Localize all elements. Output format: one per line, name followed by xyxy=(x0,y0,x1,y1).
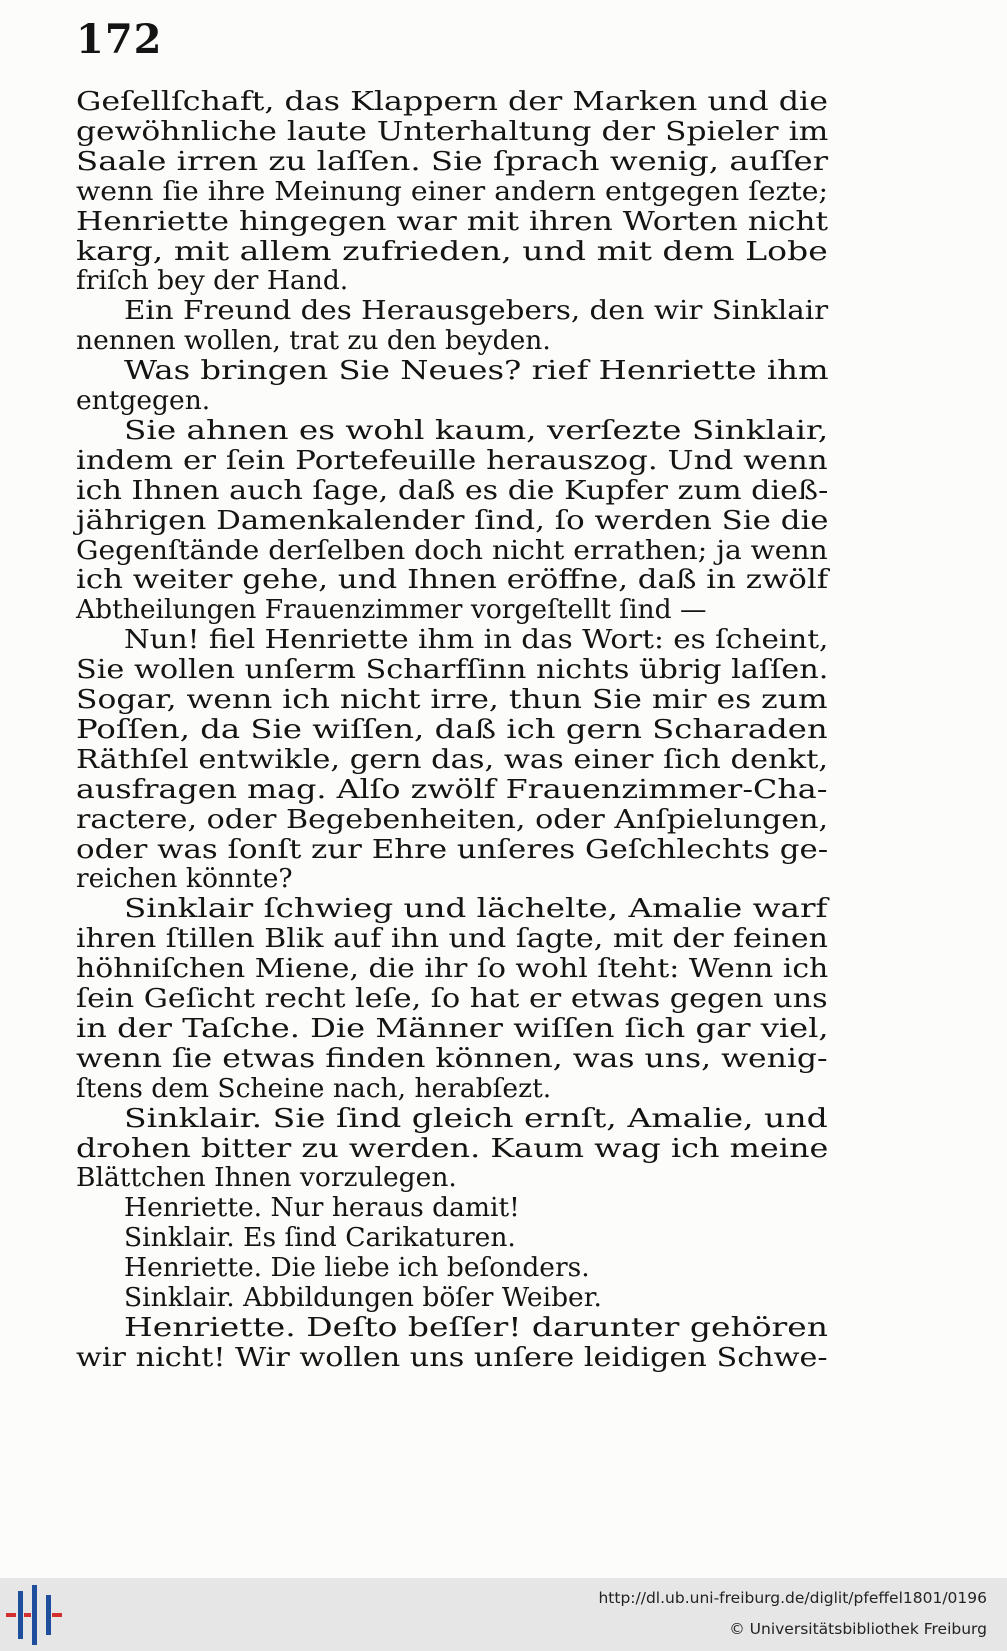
text-line: Henriette hingegen war mit ihren Worten nicht xyxy=(76,205,829,237)
text-line: Ein Freund des Herausgebers, den wir Sinklair xyxy=(124,295,829,327)
text-line: Nun! fiel Henriette ihm in das Wort: es ſcheint, xyxy=(124,624,829,656)
viewer-footer xyxy=(0,1578,1007,1651)
text-line: entgegen. xyxy=(76,385,211,416)
text-line: Blättchen Ihnen vorzulegen. xyxy=(76,1162,457,1194)
text-line: wenn ſie ihre Meinung einer andern entgegen ſezte; xyxy=(76,175,829,207)
text-line: Räthſel entwikle, gern das, was einer ſich denkt, xyxy=(76,743,829,775)
text-line: ich weiter gehe, und Ihnen eröffne, daß in zwölf xyxy=(76,564,829,596)
text-line: Geſellſchaft, das Klappern der Marken und die xyxy=(76,86,828,117)
text-line: Abtheilungen Frauenzimmer vorgeſtellt ſind — xyxy=(76,594,707,626)
text-line: Sinklair. Abbildungen böſer Weiber. xyxy=(124,1282,602,1313)
text-line: Henriette. Nur heraus damit! xyxy=(124,1192,520,1224)
text-line: indem er ſein Portefeuille herauszog. Und wenn xyxy=(76,444,828,476)
text-line: jährigen Damenkalender ſind, ſo werden Sie die xyxy=(76,504,829,536)
text-line: ractere, oder Begebenheiten, oder Anſpielungen, xyxy=(76,803,829,835)
text-line: Sogar, wenn ich nicht irre, thun Sie mir es zum xyxy=(76,684,828,715)
text-line: ſein Geſicht recht leſe, ſo hat er etwas gegen uns xyxy=(76,983,828,1014)
ub-freiburg-logo-icon[interactable] xyxy=(6,1585,64,1645)
text-line: reichen könnte? xyxy=(76,863,293,895)
permalink-url[interactable]: http://dl.ub.uni-freiburg.de/diglit/pfeffel1801/0196 xyxy=(598,1589,987,1607)
text-line: Sie ahnen es wohl kaum, verſezte Sinklair, xyxy=(124,414,829,446)
text-line: ich Ihnen auch ſage, daß es die Kupfer zum dieß- xyxy=(76,474,829,506)
text-line: friſch bey der Hand. xyxy=(76,265,349,297)
text-line: nennen wollen, trat zu den beyden. xyxy=(76,325,551,357)
text-line: Sie wollen unſerm Scharfſinn nichts übrig laſſen. xyxy=(76,654,829,686)
text-line: ausfragen mag. Alſo zwölf Frauenzimmer-Cha- xyxy=(76,773,828,805)
text-line: Henriette. Die liebe ich beſonders. xyxy=(124,1252,590,1284)
text-line: karg, mit allem zufrieden, und mit dem Lobe xyxy=(76,235,828,267)
text-line: gewöhnliche laute Unterhaltung der Spieler im xyxy=(76,115,829,147)
text-line: Poſſen, da Sie wiſſen, daß ich gern Scharaden xyxy=(76,713,828,745)
text-line: wir nicht! Wir wollen uns unſere leidigen Schwe- xyxy=(76,1341,828,1373)
text-line: wenn ſie etwas finden können, was uns, wenig- xyxy=(76,1042,828,1074)
text-line: höhniſchen Miene, die ihr ſo wohl ſteht: Wenn ich xyxy=(76,953,829,985)
text-line: drohen bitter zu werden. Kaum wag ich meine xyxy=(76,1132,829,1164)
text-line: in der Taſche. Die Männer wiſſen ſich gar viel, xyxy=(76,1012,829,1044)
text-line: oder was ſonſt zur Ehre unſeres Geſchlechts ge- xyxy=(76,833,829,865)
text-line: Gegenſtände derſelben doch nicht errathen; ja wenn xyxy=(76,534,828,566)
text-line: ihren ſtillen Blik auf ihn und ſagte, mit der feinen xyxy=(76,923,828,955)
text-line: Sinklair. Sie ſind gleich ernſt, Amalie, und xyxy=(124,1102,828,1134)
text-line: Sinklair ſchwieg und lächelte, Amalie warf xyxy=(124,893,828,925)
copyright-notice: © Universitätsbibliothek Freiburg xyxy=(729,1620,987,1638)
text-line: Saale irren zu laſſen. Sie ſprach wenig, auſſer xyxy=(76,145,829,177)
text-line: ſtens dem Scheine nach, herabſezt. xyxy=(76,1072,552,1104)
text-line: Sinklair. Es ſind Carikaturen. xyxy=(124,1222,516,1254)
text-line: Was bringen Sie Neues? rief Henriette ihm xyxy=(124,355,829,387)
text-line: Henriette. Deſto beſſer! darunter gehören xyxy=(124,1311,829,1343)
page-number: 172 xyxy=(76,16,163,63)
